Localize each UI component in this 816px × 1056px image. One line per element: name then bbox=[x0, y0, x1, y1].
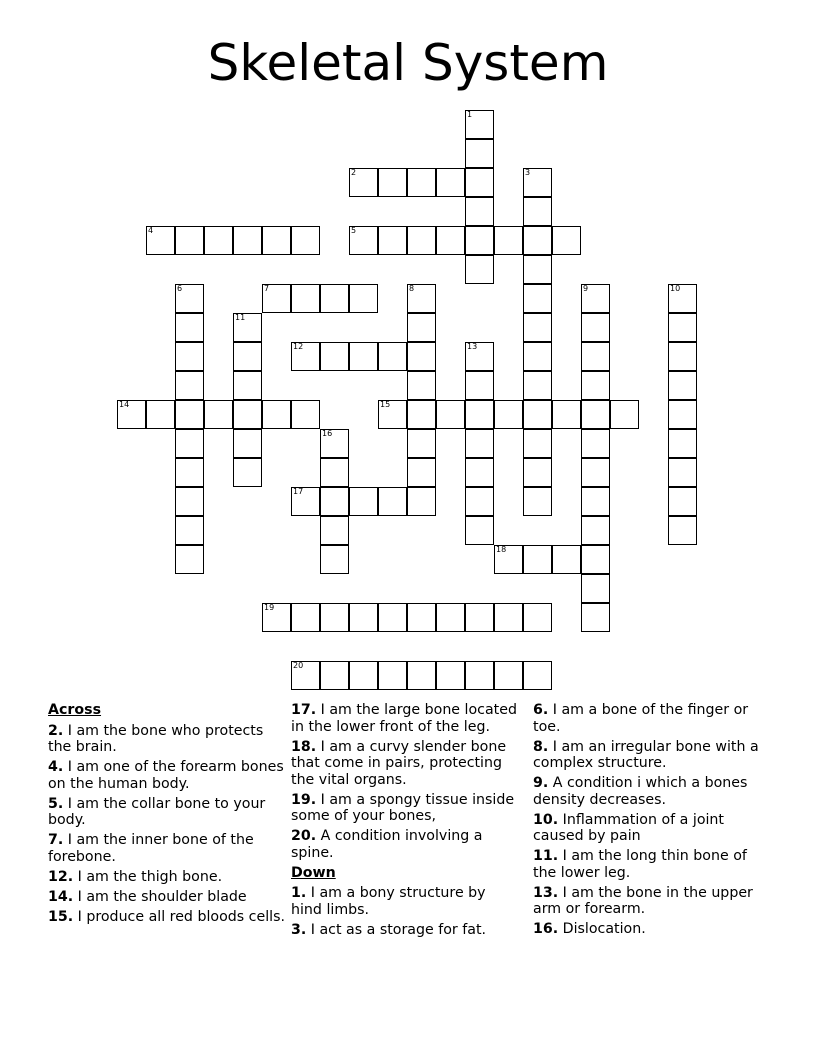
clue-text: I produce all red bloods cells. bbox=[77, 908, 285, 925]
clue-text: A condition i which a bones density decreases. bbox=[533, 775, 748, 808]
grid-cell[interactable] bbox=[465, 168, 494, 197]
clue-text: I am the inner bone of the forebone. bbox=[48, 832, 254, 865]
clue-text: I am a bony structure by hind limbs. bbox=[291, 885, 486, 918]
clue-text: I am a spongy tissue inside some of your bones, bbox=[291, 791, 515, 824]
clue-number: 13 bbox=[467, 342, 478, 351]
clue-number: 4 bbox=[148, 226, 154, 235]
grid-cell[interactable] bbox=[581, 342, 610, 371]
clue-text: A condition involving a spine. bbox=[291, 828, 483, 861]
clue-number-label: 14. bbox=[48, 888, 74, 905]
grid-cell[interactable] bbox=[668, 400, 697, 429]
grid-cell[interactable] bbox=[233, 429, 262, 458]
clue-number: 14 bbox=[119, 400, 130, 409]
grid-cell[interactable] bbox=[407, 226, 436, 255]
clue-item bbox=[291, 739, 521, 789]
grid-cell[interactable] bbox=[378, 661, 407, 690]
clue-text: I am the bone in the upper arm or forearm. bbox=[533, 884, 753, 917]
clue-number-label: 17. bbox=[291, 702, 317, 718]
grid-cell[interactable] bbox=[494, 226, 523, 255]
grid-cell[interactable] bbox=[581, 545, 610, 574]
across-heading: Across bbox=[48, 702, 102, 718]
grid-cell[interactable] bbox=[291, 661, 320, 690]
down-clue-list-continued bbox=[533, 702, 773, 938]
clue-text: I am the bone who protects the brain. bbox=[48, 722, 264, 755]
grid-cell[interactable] bbox=[349, 168, 378, 197]
grid-cell[interactable] bbox=[552, 545, 581, 574]
clue-text: I act as a storage for fat. bbox=[310, 921, 487, 938]
grid-cell[interactable] bbox=[668, 342, 697, 371]
grid-cell[interactable] bbox=[465, 458, 494, 487]
grid-cell[interactable] bbox=[320, 284, 349, 313]
clue-item bbox=[291, 885, 521, 918]
clue-number-label: 3. bbox=[291, 921, 307, 938]
clue-text: Inflammation of a joint caused by pain bbox=[533, 811, 724, 844]
clue-item bbox=[533, 775, 773, 808]
grid-cell[interactable] bbox=[378, 342, 407, 371]
grid-cell[interactable] bbox=[465, 110, 494, 139]
grid-cell[interactable] bbox=[668, 516, 697, 545]
clues-column-1 bbox=[48, 702, 288, 929]
clue-number: 1 bbox=[467, 110, 473, 119]
grid-cell[interactable] bbox=[320, 342, 349, 371]
clue-number-label: 12. bbox=[48, 868, 74, 885]
clue-text: I am a bone of the finger or toe. bbox=[533, 702, 749, 735]
clue-number: 16 bbox=[322, 429, 333, 438]
grid-cell[interactable] bbox=[523, 487, 552, 516]
grid-cell[interactable] bbox=[378, 168, 407, 197]
clue-item bbox=[533, 702, 773, 735]
clue-text: I am the collar bone to your body. bbox=[48, 795, 266, 828]
grid-cell[interactable] bbox=[436, 400, 465, 429]
grid-cell[interactable] bbox=[320, 545, 349, 574]
clue-text: I am the thigh bone. bbox=[77, 868, 223, 885]
clue-item bbox=[533, 885, 773, 918]
grid-cell[interactable] bbox=[523, 603, 552, 632]
clue-number-label: 6. bbox=[533, 702, 549, 718]
clue-number: 10 bbox=[670, 284, 681, 293]
grid-cell[interactable] bbox=[465, 400, 494, 429]
grid-cell[interactable] bbox=[233, 226, 262, 255]
grid-cell[interactable] bbox=[349, 487, 378, 516]
grid-cell[interactable] bbox=[349, 342, 378, 371]
grid-cell[interactable] bbox=[581, 487, 610, 516]
grid-cell[interactable] bbox=[407, 458, 436, 487]
grid-cell[interactable] bbox=[581, 458, 610, 487]
grid-cell[interactable] bbox=[465, 516, 494, 545]
grid-cell[interactable] bbox=[378, 603, 407, 632]
clue-text: I am the long thin bone of the lower leg. bbox=[533, 848, 747, 881]
grid-cell[interactable] bbox=[581, 603, 610, 632]
grid-cell[interactable] bbox=[523, 313, 552, 342]
grid-cell[interactable] bbox=[291, 284, 320, 313]
grid-cell[interactable] bbox=[668, 429, 697, 458]
clue-item bbox=[291, 922, 521, 939]
grid-cell[interactable] bbox=[320, 661, 349, 690]
grid-cell[interactable] bbox=[523, 342, 552, 371]
clue-item bbox=[533, 812, 773, 845]
grid-cell[interactable] bbox=[465, 197, 494, 226]
grid-cell[interactable] bbox=[407, 400, 436, 429]
clue-item bbox=[291, 702, 521, 735]
grid-cell[interactable] bbox=[320, 429, 349, 458]
grid-cell[interactable] bbox=[552, 226, 581, 255]
grid-cell[interactable] bbox=[668, 487, 697, 516]
grid-cell[interactable] bbox=[523, 429, 552, 458]
clue-number: 5 bbox=[351, 226, 357, 235]
grid-cell[interactable] bbox=[175, 487, 204, 516]
clue-text: I am the shoulder blade bbox=[77, 888, 247, 905]
grid-cell[interactable] bbox=[262, 603, 291, 632]
clue-item bbox=[291, 828, 521, 861]
grid-cell[interactable] bbox=[523, 400, 552, 429]
down-heading: Down bbox=[291, 864, 336, 881]
clue-number-label: 18. bbox=[291, 738, 317, 755]
clue-number-label: 19. bbox=[291, 791, 317, 808]
grid-cell[interactable] bbox=[465, 661, 494, 690]
grid-cell[interactable] bbox=[262, 400, 291, 429]
grid-cell[interactable] bbox=[349, 226, 378, 255]
grid-cell[interactable] bbox=[349, 284, 378, 313]
clue-number-label: 7. bbox=[48, 832, 64, 848]
grid-cell[interactable] bbox=[465, 226, 494, 255]
clue-number: 7 bbox=[264, 284, 270, 293]
grid-cell[interactable] bbox=[291, 400, 320, 429]
clue-item bbox=[533, 739, 773, 772]
clue-number-label: 2. bbox=[48, 722, 64, 739]
clue-number-label: 20. bbox=[291, 828, 317, 844]
grid-cell[interactable] bbox=[610, 400, 639, 429]
grid-cell[interactable] bbox=[407, 487, 436, 516]
grid-cell[interactable] bbox=[465, 603, 494, 632]
grid-cell[interactable] bbox=[436, 603, 465, 632]
grid-cell[interactable] bbox=[349, 661, 378, 690]
grid-cell[interactable] bbox=[175, 342, 204, 371]
clue-number: 11 bbox=[235, 313, 246, 322]
grid-cell[interactable] bbox=[523, 545, 552, 574]
clues-column-2 bbox=[291, 702, 521, 942]
clue-number-label: 4. bbox=[48, 759, 64, 775]
grid-cell[interactable] bbox=[378, 400, 407, 429]
clue-number-label: 9. bbox=[533, 775, 549, 791]
clue-item bbox=[48, 889, 288, 906]
grid-cell[interactable] bbox=[349, 603, 378, 632]
clue-item bbox=[48, 909, 288, 926]
grid-cell[interactable] bbox=[233, 313, 262, 342]
clue-item bbox=[48, 723, 288, 756]
grid-cell[interactable] bbox=[552, 400, 581, 429]
clue-text: I am a curvy slender bone that come in pairs, protecting the vital organs. bbox=[291, 738, 507, 788]
clue-number: 6 bbox=[177, 284, 183, 293]
grid-cell[interactable] bbox=[581, 574, 610, 603]
clue-number-label: 15. bbox=[48, 908, 74, 925]
grid-cell[interactable] bbox=[523, 284, 552, 313]
clue-number: 3 bbox=[525, 168, 531, 177]
across-clue-list bbox=[48, 723, 288, 926]
grid-cell[interactable] bbox=[668, 371, 697, 400]
grid-cell[interactable] bbox=[320, 516, 349, 545]
clue-text: Dislocation. bbox=[562, 921, 646, 937]
grid-cell[interactable] bbox=[378, 226, 407, 255]
grid-cell[interactable] bbox=[581, 516, 610, 545]
grid-cell[interactable] bbox=[494, 603, 523, 632]
grid-cell[interactable] bbox=[117, 400, 146, 429]
grid-cell[interactable] bbox=[668, 284, 697, 313]
down-clue-list bbox=[291, 885, 521, 938]
grid-cell[interactable] bbox=[407, 603, 436, 632]
clue-number: 12 bbox=[293, 342, 304, 351]
clue-item bbox=[48, 796, 288, 829]
clue-number-label: 13. bbox=[533, 884, 559, 901]
clue-item bbox=[48, 759, 288, 792]
grid-cell[interactable] bbox=[175, 516, 204, 545]
grid-cell[interactable] bbox=[465, 255, 494, 284]
grid-cell[interactable] bbox=[291, 226, 320, 255]
clue-item bbox=[291, 792, 521, 825]
grid-cell[interactable] bbox=[320, 487, 349, 516]
grid-cell[interactable] bbox=[523, 661, 552, 690]
grid-cell[interactable] bbox=[581, 284, 610, 313]
grid-cell[interactable] bbox=[175, 458, 204, 487]
clue-text: I am one of the forearm bones on the human body. bbox=[48, 759, 284, 792]
clue-number-label: 16. bbox=[533, 921, 559, 937]
clue-number: 17 bbox=[293, 487, 304, 496]
grid-cell[interactable] bbox=[407, 168, 436, 197]
clue-number: 20 bbox=[293, 661, 304, 670]
grid-cell[interactable] bbox=[233, 400, 262, 429]
clue-item bbox=[533, 848, 773, 881]
grid-cell[interactable] bbox=[465, 429, 494, 458]
grid-cell[interactable] bbox=[233, 458, 262, 487]
grid-cell[interactable] bbox=[436, 661, 465, 690]
grid-cell[interactable] bbox=[291, 603, 320, 632]
grid-cell[interactable] bbox=[407, 661, 436, 690]
grid-cell[interactable] bbox=[320, 603, 349, 632]
grid-cell[interactable] bbox=[407, 371, 436, 400]
grid-cell[interactable] bbox=[581, 429, 610, 458]
grid-cell[interactable] bbox=[494, 400, 523, 429]
grid-cell[interactable] bbox=[407, 342, 436, 371]
grid-cell[interactable] bbox=[581, 313, 610, 342]
grid-cell[interactable] bbox=[581, 371, 610, 400]
grid-cell[interactable] bbox=[407, 313, 436, 342]
grid-cell[interactable] bbox=[291, 487, 320, 516]
grid-cell[interactable] bbox=[320, 458, 349, 487]
grid-cell[interactable] bbox=[204, 226, 233, 255]
clue-number-label: 11. bbox=[533, 848, 559, 864]
grid-cell[interactable] bbox=[378, 487, 407, 516]
grid-cell[interactable] bbox=[233, 342, 262, 371]
grid-cell[interactable] bbox=[175, 400, 204, 429]
grid-cell[interactable] bbox=[175, 545, 204, 574]
clue-number-label: 5. bbox=[48, 795, 64, 812]
clue-number: 18 bbox=[496, 545, 507, 554]
grid-cell[interactable] bbox=[407, 284, 436, 313]
grid-cell[interactable] bbox=[175, 226, 204, 255]
clue-item bbox=[48, 869, 288, 886]
grid-cell[interactable] bbox=[523, 197, 552, 226]
grid-cell[interactable] bbox=[523, 255, 552, 284]
clue-number: 8 bbox=[409, 284, 415, 293]
grid-cell[interactable] bbox=[175, 371, 204, 400]
grid-cell[interactable] bbox=[233, 371, 262, 400]
grid-cell[interactable] bbox=[465, 139, 494, 168]
grid-cell[interactable] bbox=[291, 342, 320, 371]
clue-number-label: 10. bbox=[533, 811, 559, 828]
grid-cell[interactable] bbox=[668, 313, 697, 342]
clue-number-label: 8. bbox=[533, 738, 549, 755]
clue-item bbox=[533, 921, 773, 938]
clue-text: I am the large bone located in the lower front of the leg. bbox=[291, 702, 517, 735]
page-title: Skeletal System bbox=[207, 34, 609, 92]
clue-number: 19 bbox=[264, 603, 275, 612]
clue-item bbox=[48, 832, 288, 865]
grid-cell[interactable] bbox=[523, 226, 552, 255]
grid-cell[interactable] bbox=[436, 226, 465, 255]
clue-text: I am an irregular bone with a complex structure. bbox=[533, 738, 759, 771]
grid-cell[interactable] bbox=[146, 226, 175, 255]
grid-cell[interactable] bbox=[175, 429, 204, 458]
clues-column-3 bbox=[533, 702, 773, 941]
grid-cell[interactable] bbox=[465, 487, 494, 516]
grid-cell[interactable] bbox=[523, 371, 552, 400]
grid-cell[interactable] bbox=[523, 458, 552, 487]
grid-cell[interactable] bbox=[465, 371, 494, 400]
grid-cell[interactable] bbox=[465, 342, 494, 371]
grid-cell[interactable] bbox=[175, 313, 204, 342]
grid-cell[interactable] bbox=[523, 168, 552, 197]
clue-number: 9 bbox=[583, 284, 589, 293]
grid-cell[interactable] bbox=[262, 226, 291, 255]
across-clue-list-continued bbox=[291, 702, 521, 861]
grid-cell[interactable] bbox=[204, 400, 233, 429]
grid-cell[interactable] bbox=[668, 458, 697, 487]
grid-cell[interactable] bbox=[262, 284, 291, 313]
clue-number: 2 bbox=[351, 168, 357, 177]
grid-cell[interactable] bbox=[581, 400, 610, 429]
grid-cell[interactable] bbox=[436, 168, 465, 197]
grid-cell[interactable] bbox=[407, 429, 436, 458]
grid-cell[interactable] bbox=[494, 661, 523, 690]
clue-number: 15 bbox=[380, 400, 391, 409]
grid-cell[interactable] bbox=[175, 284, 204, 313]
clue-number-label: 1. bbox=[291, 885, 307, 901]
grid-cell[interactable] bbox=[494, 545, 523, 574]
grid-cell[interactable] bbox=[146, 400, 175, 429]
